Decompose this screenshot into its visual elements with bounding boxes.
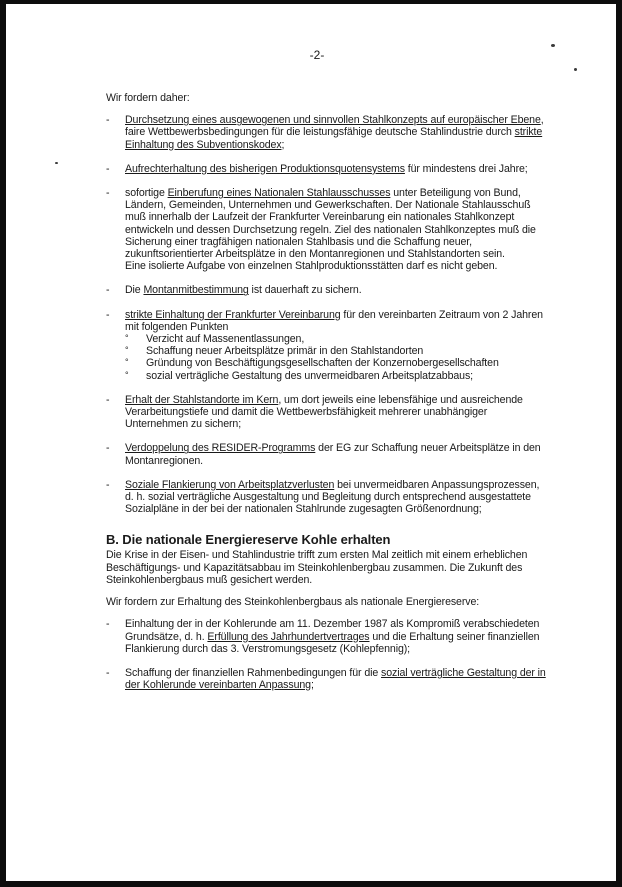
sub-point-text: Verzicht auf Massenentlassungen, <box>146 333 305 346</box>
underlined-phrase: Erfüllung des Jahrhundertvertrages <box>207 630 370 643</box>
text-run: ; <box>310 679 314 692</box>
text-run: ist dauerhaft zu sichern. <box>248 284 362 297</box>
sub-point-list <box>125 333 546 382</box>
demand-item <box>106 394 546 431</box>
text-run: sofortige <box>125 187 168 200</box>
demand-text <box>125 667 546 691</box>
demand-item <box>106 479 546 516</box>
demand-item <box>106 284 546 296</box>
dash-marker: - <box>106 284 110 297</box>
text-run: der EG zur Schaffung neuer Arbeitsplätze in den Montanregionen. <box>125 442 541 467</box>
demand-item <box>106 114 546 151</box>
section-b-paragraph: Die Krise in der Eisen- und Stahlindustrie trifft zum ersten Mal zeitlich mit einem erheblichen Beschäftigungs- und Kapazitätsabbau im Steinkohlenbergbau zusammen. Die Zukunft des Steinkohlenbergbaus muß gesichert werden. <box>106 549 528 586</box>
page-content <box>106 92 546 703</box>
demand-item <box>106 187 546 272</box>
underlined-phrase: Soziale Flankierung von Arbeitsplatzverlusten <box>125 478 335 491</box>
dash-marker: - <box>106 393 110 406</box>
text-run: Die <box>125 284 144 297</box>
dash-marker: - <box>106 618 110 631</box>
sub-point <box>125 357 546 369</box>
demand-text <box>125 394 523 430</box>
dash-marker: - <box>106 478 110 491</box>
underlined-phrase: strikte Einhaltung des Subventionskodex <box>125 126 543 151</box>
underlined-phrase: strikte Einhaltung der Frankfurter Vereinbarung <box>125 308 341 321</box>
underlined-phrase: Verdoppelung des RESIDER-Programms <box>125 442 316 455</box>
text-run: , um dort jeweils eine lebensfähige und ausreichende Verarbeitungstiefe und damit die Wettbewerbsfähigkeit mehrerer unabhängiger Unternehmen zu sichern; <box>125 393 523 431</box>
underlined-phrase: Einberufung eines Nationalen Stahlausschusses <box>167 187 391 200</box>
text-run: für mindestens drei Jahre; <box>404 162 528 175</box>
underlined-phrase: Erhalt der Stahlstandorte im Kern <box>125 393 279 406</box>
demand-text <box>125 187 536 260</box>
sub-point-text: sozial verträgliche Gestaltung des unvermeidbaren Arbeitsplatzabbaus; <box>146 369 473 382</box>
demand-extra-sentence: Eine isolierte Aufgabe von einzelnen Stahlproduktionsstätten darf es nicht geben. <box>125 260 498 273</box>
underlined-phrase: Durchsetzung eines ausgewogenen und sinnvollen Stahlkonzepts auf europäischer Ebene <box>125 114 541 127</box>
text-run: bei unvermeidbaren Anpassungsprozessen, d. h. sozial verträgliche Ausgestaltung und Begleitung durch entsprechend ausgestattete Sozialpläne in der bei der nationalen Stahlrunde zugesagten Größenordnung; <box>125 478 540 516</box>
dash-marker: - <box>106 442 110 455</box>
page-number: -2- <box>309 48 325 62</box>
degree-bullet: ° <box>125 345 129 356</box>
dash-marker: - <box>106 308 110 321</box>
demand-item <box>106 163 546 175</box>
demand-item <box>106 442 546 466</box>
underlined-phrase: sozial verträgliche Gestaltung der in der Kohlerunde vereinbarten Anpassung <box>125 666 546 692</box>
text-run: Schaffung der finanziellen Rahmenbedingungen für die <box>125 666 382 679</box>
degree-bullet: ° <box>125 369 129 380</box>
dash-marker: - <box>106 114 110 127</box>
demand-text <box>125 114 544 150</box>
text-run: , faire Wettbewerbsbedingungen für die leistungsfähige deutsche Stahlindustrie durch <box>125 114 544 139</box>
text-run: unter Beteiligung von Bund, Ländern, Gemeinden, Unternehmen und Gewerkschaften. Der Nationale Stahlausschuß muß innerhalb der Laufzeit der Frankfurter Vereinbarung ein nationales Stahlkonzept entwickeln und dessen Durchsetzung regeln. Ziel des nationalen Stahlkonzeptes muß die Sicherung einer tragfähigen nationalen Stahlbasis und die Schaffung neuer, zukunftsorientierter Arbeitsplätze in den Montanregionen und Stahlstandorten sein. <box>125 187 536 261</box>
sub-point <box>125 345 546 357</box>
demand-item <box>106 309 546 382</box>
text-run: Einhaltung der in der Kohlerunde am 11. Dezember 1987 als Kompromiß verabschiedeten Grundsätze, d. h. <box>125 618 540 643</box>
text-run: und die Erhaltung seiner finanziellen Flankierung durch das 3. Verstromungsgesetz (Kohlepfennig); <box>125 630 540 655</box>
degree-bullet: ° <box>125 333 129 344</box>
scan-speck <box>574 68 577 71</box>
dash-marker: - <box>106 162 110 175</box>
demand-item <box>106 618 546 655</box>
demand-text <box>125 442 541 466</box>
underlined-phrase: Aufrechterhaltung des bisherigen Produktionsquotensystems <box>125 162 405 175</box>
demand-text <box>125 309 543 333</box>
demands-intro: Wir fordern daher: <box>106 92 190 104</box>
dash-marker: - <box>106 187 110 200</box>
scan-speck <box>551 44 555 47</box>
demand-text <box>125 479 539 515</box>
demand-text <box>125 618 539 654</box>
demands-list <box>106 114 546 515</box>
section-b-demands-list <box>106 618 546 691</box>
scan-speck <box>55 162 58 164</box>
text-run: ; <box>281 138 285 151</box>
text-run: für den vereinbarten Zeitraum von 2 Jahren mit folgenden Punkten <box>125 308 543 333</box>
dash-marker: - <box>106 666 110 679</box>
underlined-phrase: Montanmitbestimmung <box>143 284 249 297</box>
section-b-intro: Wir fordern zur Erhaltung des Steinkohlenbergbaus als nationale Energiereserve: <box>106 596 480 609</box>
demand-text <box>125 163 528 175</box>
demand-item <box>106 667 546 691</box>
demand-text <box>125 284 362 296</box>
sub-point <box>125 333 546 345</box>
sub-point-text: Gründung von Beschäftigungsgesellschaften der Konzernobergesellschaften <box>146 357 499 370</box>
sub-point <box>125 370 546 382</box>
sub-point-text: Schaffung neuer Arbeitsplätze primär in den Stahlstandorten <box>146 345 424 358</box>
degree-bullet: ° <box>125 357 129 368</box>
section-b-heading: B. Die nationale Energiereserve Kohle erhalten <box>106 532 391 548</box>
